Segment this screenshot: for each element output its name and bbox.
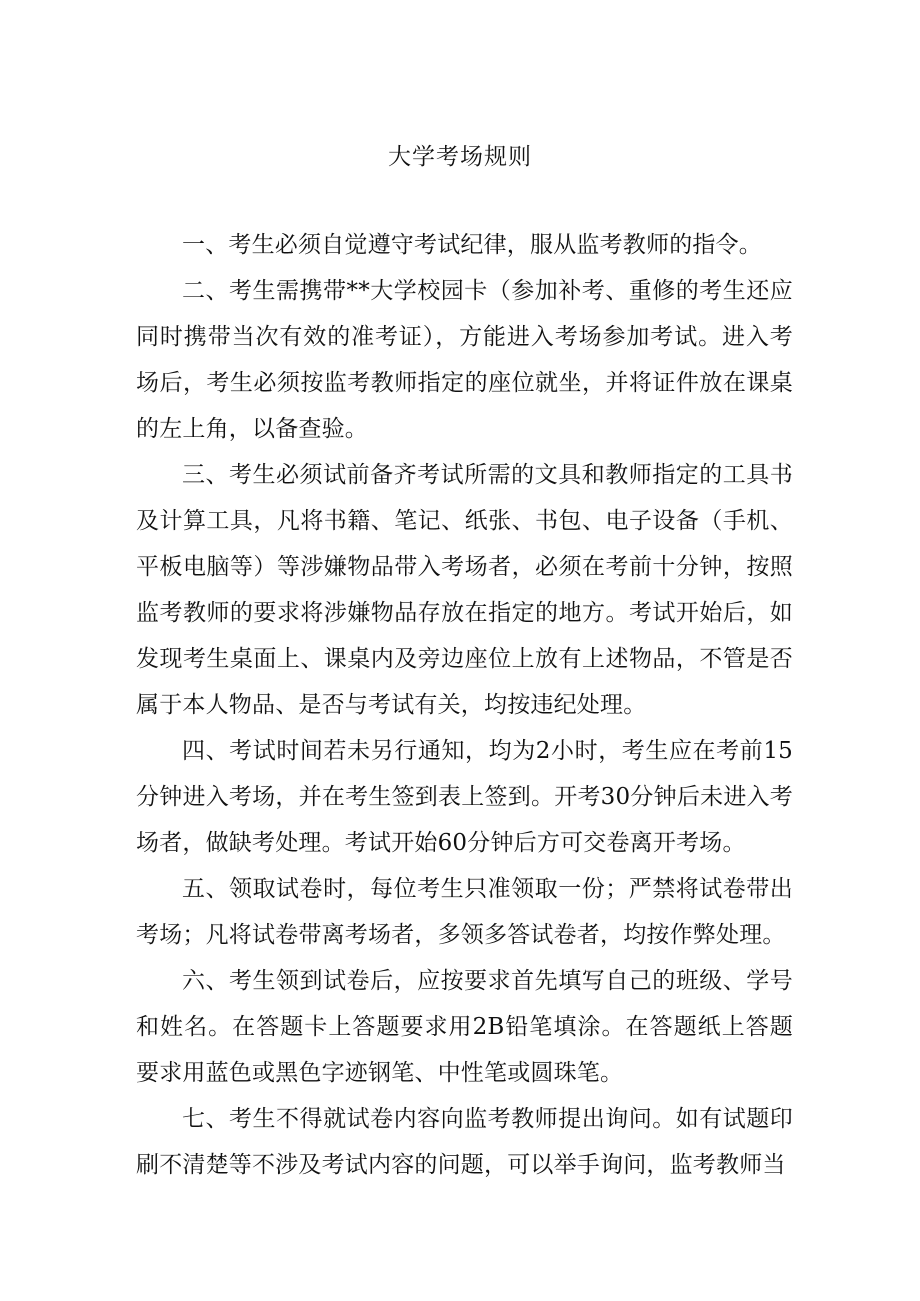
rule-paragraph-1: 一、考生必须自觉遵守考试纪律，服从监考教师的指令。	[182, 232, 762, 258]
rule-paragraph-6: 六、考生领到试卷后，应按要求首先填写自己的班级、学号和姓名。在答题卡上答题要求用2B铅笔填涂。在答题纸上答题要求用蓝色或黑色字迹钢笔、中性笔或圆珠笔。	[136, 968, 793, 1086]
rule-paragraph-7: 七、考生不得就试卷内容向监考教师提出询问。如有试题印刷不清楚等不涉及考试内容的问题，可以举手询问，监考教师当	[136, 1106, 793, 1178]
rule-paragraph-5: 五、领取试卷时，每位考生只准领取一份；严禁将试卷带出考场；凡将试卷带离考场者，多领多答试卷者，均按作弊处理。	[136, 876, 793, 948]
page-title: 大学考场规则	[388, 144, 532, 170]
rule-paragraph-4: 四、考试时间若未另行通知，均为2小时，考生应在考前15分钟进入考场，并在考生签到表上签到。开考30分钟后未进入考场者，做缺考处理。考试开始60分钟后方可交卷离开考场。	[136, 738, 793, 856]
rule-paragraph-3: 三、考生必须试前备齐考试所需的文具和教师指定的工具书及计算工具，凡将书籍、笔记、纸张、书包、电子设备（手机、平板电脑等）等涉嫌物品带入考场者，必须在考前十分钟，按照监考教师的要求将涉嫌物品存放在指定的地方。考试开始后，如发现考生桌面上、课桌内及旁边座位上放有上述物品，不管是否属于本人物品、是否与考试有关，均按违纪处理。	[136, 462, 793, 718]
document-body	[136, 222, 793, 1188]
rule-paragraph-2: 二、考生需携带**大学校园卡（参加补考、重修的考生还应同时携带当次有效的准考证），方能进入考场参加考试。进入考场后，考生必须按监考教师指定的座位就坐，并将证件放在课桌的左上角，以备查验。	[136, 278, 793, 442]
